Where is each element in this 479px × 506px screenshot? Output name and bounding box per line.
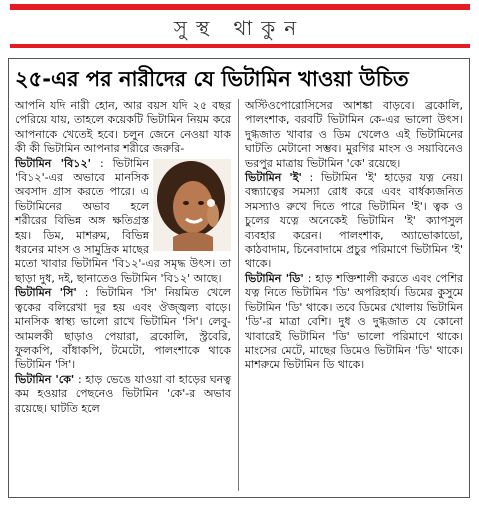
column-divider	[238, 99, 239, 491]
e-heading: ভিটামিন 'ই'	[245, 171, 302, 185]
k-paragraph	[15, 373, 231, 416]
k-heading: ভিটামিন 'কে'	[15, 372, 75, 386]
headline: ২৫-এর পর নারীদের যে ভিটামিন খাওয়া উচিত	[15, 67, 409, 91]
b12-text: : ভিটামিন 'বি১২'-এর অভাবে মানসিক অবসাদ গ্রাস করতে পারে। এ ভিটামিনের অভাব হলে শরীরের বিভিন্ন অঙ্গ ক্ষতিগ্রস্ত হয়। ডিম, মাশরুম, বিভিন্ন ধরনের মাংস ও সামুদ্রিক মাছের মতো খাবার ভিটামিন 'বি১২'-এর সমৃদ্ধ উৎস। তা ছাড়া দুধ, দই, ছানাতেও ভিটামিন 'বি১২' আছে।	[15, 156, 231, 285]
woman-photo	[153, 159, 231, 251]
article-column-left	[15, 99, 231, 416]
article-box	[8, 58, 470, 498]
d-heading: ভিটামিন 'ডি'	[245, 271, 304, 285]
section-title: সুস্থ থাকুন	[173, 16, 306, 40]
intro-paragraph: আপনি যদি নারী হোন, আর বয়স যদি ২৫ বছর পেরিয়ে যায়, তাহলে কয়েকটি ভিটামিন নিয়ম করে আপনাকে খেতেই হবে। চলুন জেনে নেওয়া যাক কী কী ভিটামিন আপনার শরীরে জরুরি-	[15, 99, 231, 156]
d-text: : হাড় শক্তিশালী করতে এবং পেশির যত্ন নিতে ভিটামিন 'ডি' অপরিহার্য। ডিমের কুসুমে ভিটামিন 'ডি' থাকে। তবে ডিমের খোলায় ভিটামিন 'ডি'-র মাত্রা বেশি। দুধ ও দুগ্ধজাত যে কোনো খাবারেই ভিটামিন 'ডি' ভালো পরিমাণে থাকে। মাংসের মেটে, মাছের ডিমেও ভিটামিন 'ডি' থাকে। মাশরুমে ভিটামিন ডি থাকে।	[245, 271, 464, 372]
e-paragraph	[245, 171, 463, 272]
top-red-bar	[10, 4, 470, 10]
woman-photo-illustration	[153, 159, 231, 251]
c-paragraph	[15, 286, 231, 372]
c-text: : ভিটামিন 'সি' নিয়মিত খেলে ত্বকের বলিরেখা দূর হয় এবং ঔজ্জ্বল্য বাড়ে। মানসিক স্বাস্থ্য ভালো রাখে ভিটামিন 'সি'। লেবু-আমলকী ছাড়াও পেয়ারা, ব্রকোলি, স্ট্রবেরি, ফুলকপি, বাঁধাকপি, টমেটো, পালংশাকে থাকে ভিটামিন 'সি'।	[15, 286, 231, 372]
d-paragraph	[245, 272, 463, 373]
k-continued-paragraph: অস্টিওপোরোসিসের আশঙ্কা বাড়বে। ব্রকোলি, পালংশাক, বরবটি ভিটামিন কে-এর ভালো উৎস। দুগ্ধজাত খাবার ও ডিম খেলেও এই ভিটামিনের ঘাটতি মেটানো সম্ভব। মুরগির মাংস ও সয়াবিনেও ভরপুর মাত্রায় ভিটামিন 'কে' রয়েছে।	[245, 99, 463, 170]
b12-heading: ভিটামিন 'বি১২'	[15, 156, 91, 170]
article-column-right	[245, 99, 463, 373]
e-text: : ভিটামিন 'ই' হাড়ের যত্ন নেয়। বন্ধ্যাত্বের সমস্যা রোধ করে এবং বার্ধক্যজনিত সমস্যাও রুখে দিতে পারে ভিটামিন 'ই'। ত্বক ও চুলের যত্নে অনেকেই ভিটামিন 'ই' ক্যাপসুল ব্যবহার করেন। পালংশাক, অ্যাভোকাডো, কাঠবাদাম, চিনেবাদামে প্রচুর পরিমাণে ভিটামিন 'ই' থাকে।	[245, 171, 463, 271]
k-text: : হাড় ভেঙে যাওয়া বা হাড়ের ঘনত্ব কম হওয়ার পেছনেও ভিটামিন 'কে'-র অভাব রয়েছে। ঘাটতি হলে	[15, 372, 232, 415]
c-heading: ভিটামিন 'সি'	[15, 286, 77, 300]
title-red-rule	[10, 44, 470, 48]
